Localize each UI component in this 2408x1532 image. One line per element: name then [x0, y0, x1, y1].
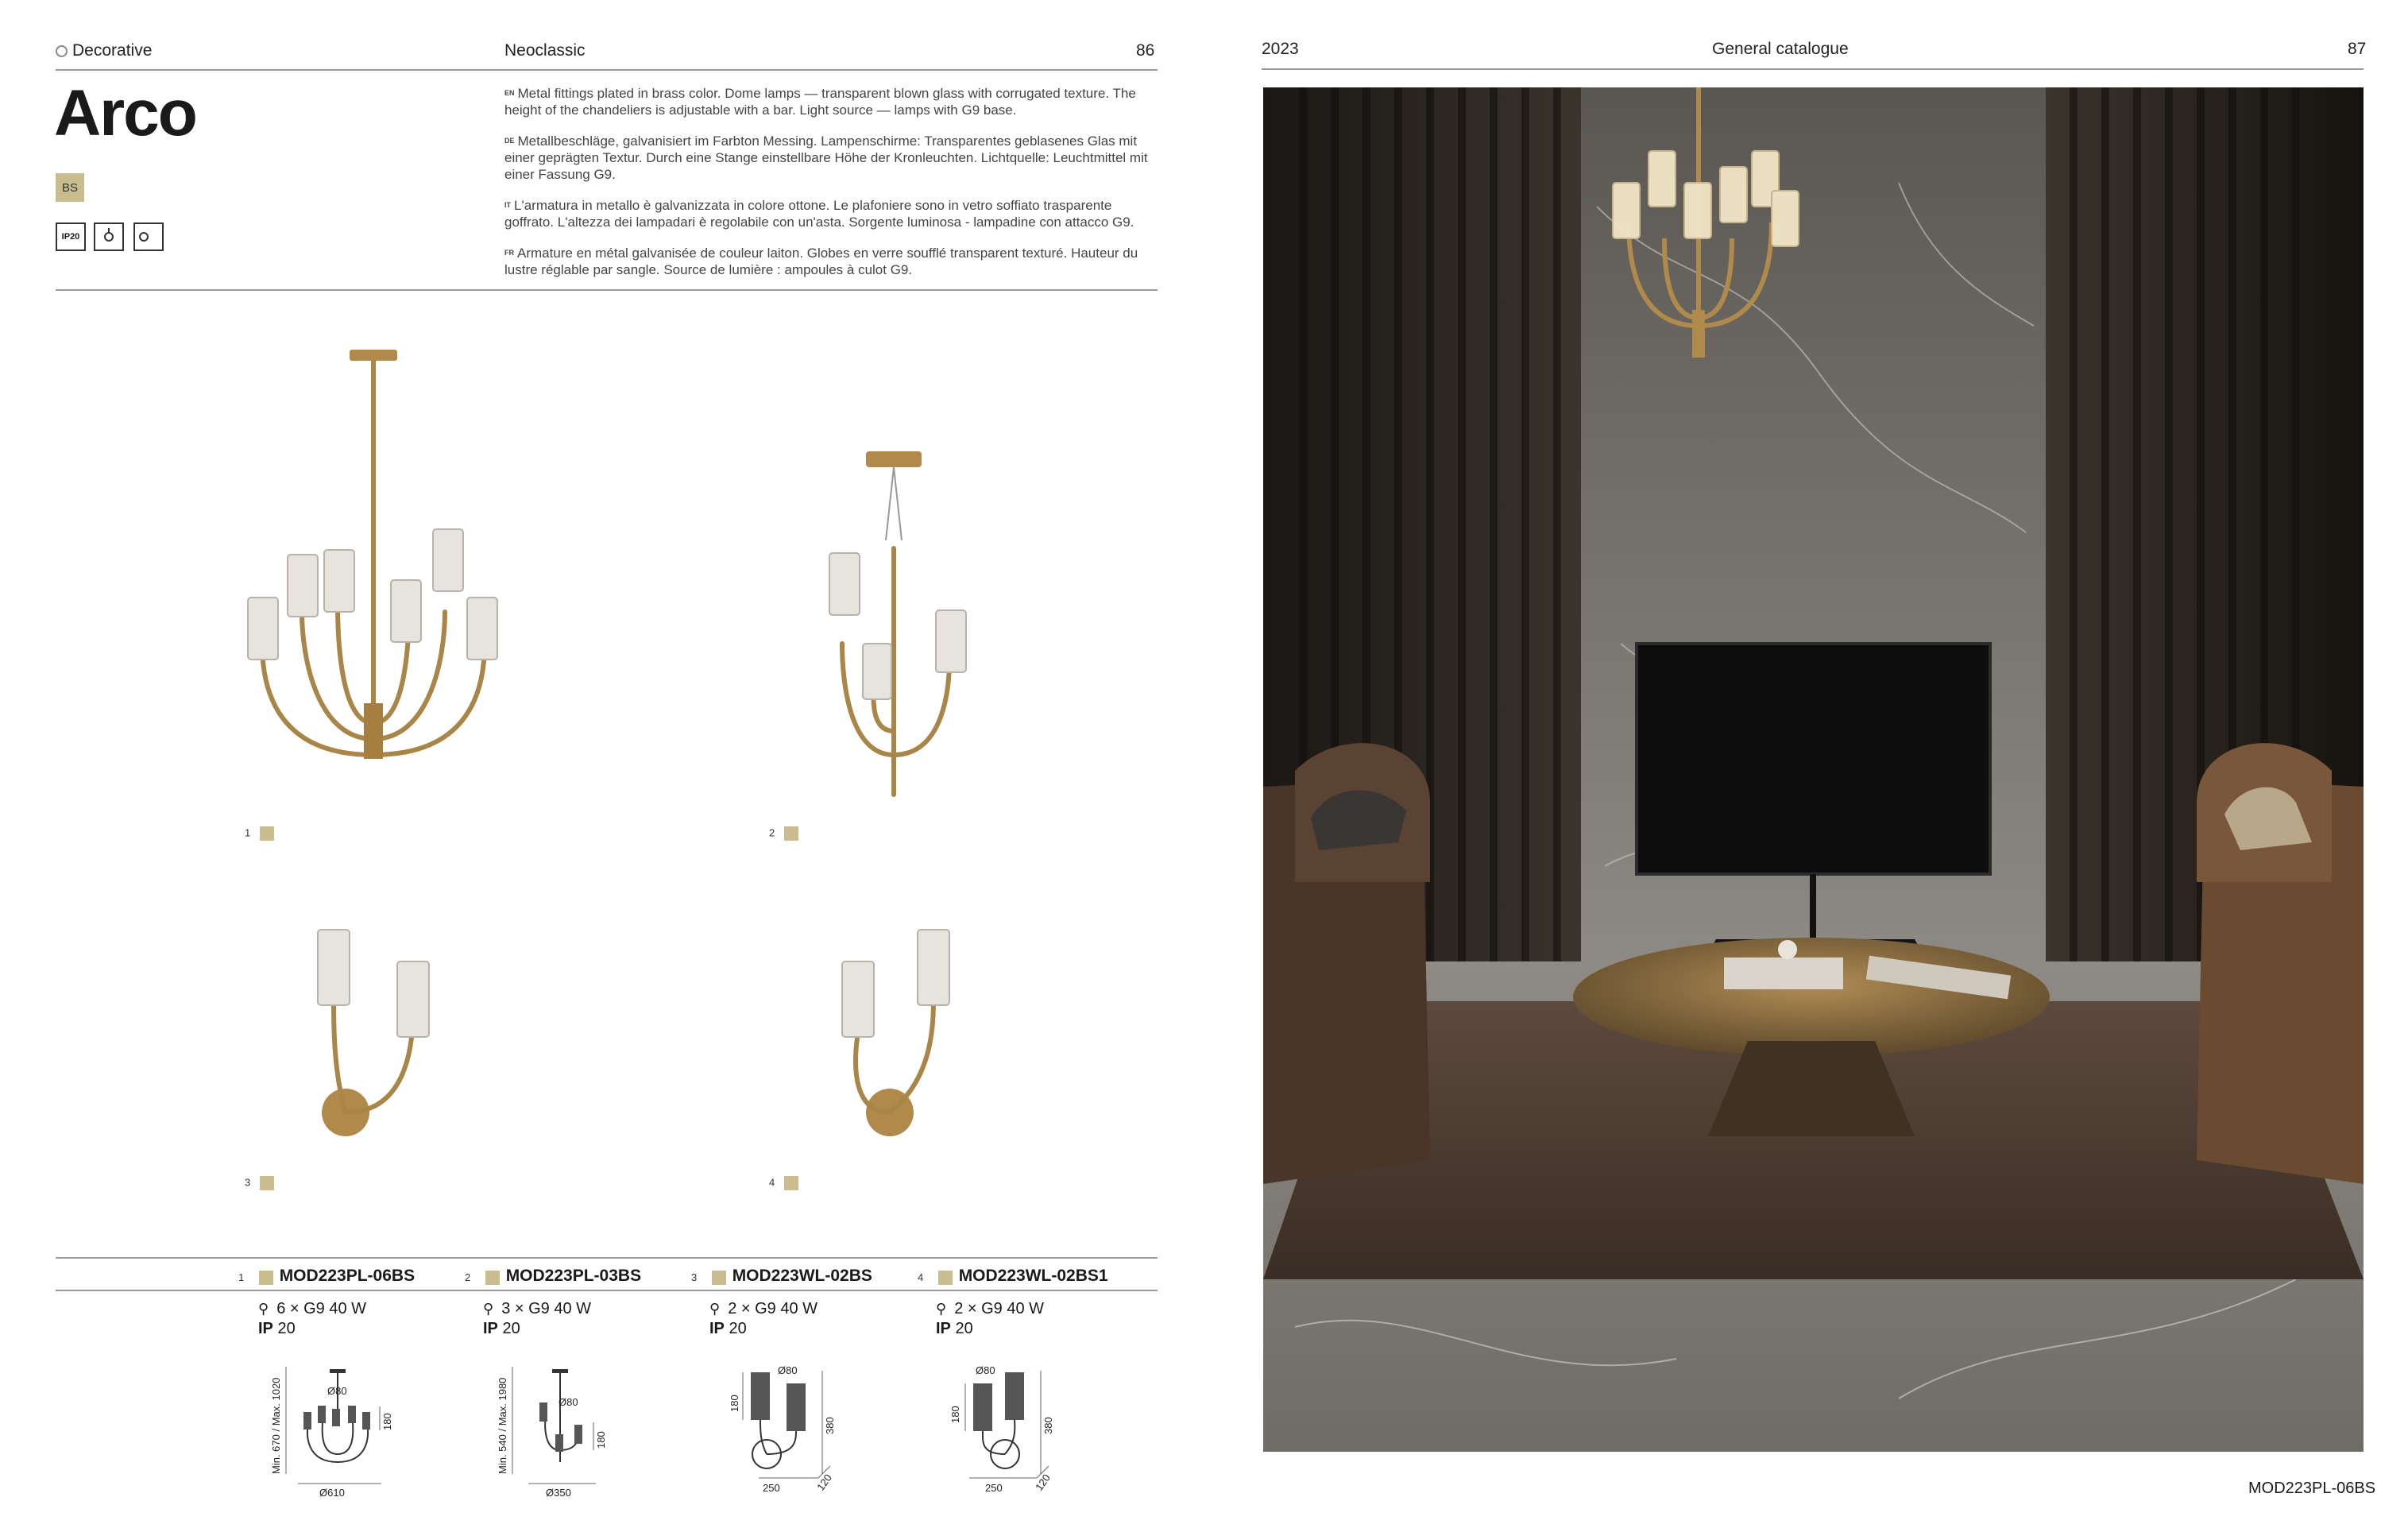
dimension-drawing-4	[937, 1363, 1080, 1498]
dimension-drawing-3	[711, 1363, 854, 1498]
model-code: MOD223PL-06BS	[279, 1267, 416, 1285]
ip-value: 20	[277, 1320, 296, 1337]
description-rule	[56, 289, 1158, 291]
finish-badge: BS	[56, 173, 84, 202]
product-label-3	[245, 1176, 274, 1190]
color-swatch	[712, 1271, 726, 1285]
ip-value: 20	[729, 1320, 747, 1337]
ceiling-mount-icon	[94, 222, 124, 251]
catalogue-label: General catalogue	[1712, 40, 1849, 58]
page-title: Arco	[54, 77, 196, 149]
product-image-chandelier-6	[230, 342, 524, 803]
color-swatch	[784, 826, 798, 841]
lang-code: IT	[504, 201, 511, 209]
spec-number: 4	[918, 1271, 924, 1283]
lamp-spec: 3 × G9 40 W	[501, 1300, 592, 1317]
ip-badge: IP20	[56, 222, 86, 251]
color-swatch	[260, 826, 274, 841]
spec-column-1	[238, 1267, 415, 1286]
dim-shade: 180	[729, 1395, 740, 1412]
spec-number: 3	[691, 1271, 698, 1283]
product-image-wall-light-2	[826, 914, 969, 1152]
spec-table-mid-rule	[56, 1290, 1158, 1291]
ip-label: IP	[258, 1320, 273, 1337]
dim-canopy: Ø80	[327, 1385, 347, 1397]
interior-photo	[1263, 87, 2364, 1452]
description-en	[504, 85, 1158, 118]
model-code: MOD223PL-03BS	[505, 1267, 642, 1285]
dim-shade: 180	[381, 1413, 393, 1430]
spec-column-2	[465, 1267, 641, 1286]
dim-width: 250	[763, 1482, 780, 1494]
dim-diameter: Ø80	[778, 1364, 798, 1376]
product-label-number: 2	[769, 826, 775, 839]
dimension-drawing-1	[262, 1363, 397, 1498]
product-label-number: 3	[245, 1176, 251, 1189]
dim-shade: 180	[949, 1406, 961, 1423]
product-image-wall-light-1	[302, 914, 445, 1152]
living-room-illustration	[1263, 87, 2364, 1452]
dim-width: Ø350	[546, 1487, 571, 1498]
product-image-chandelier-3	[818, 445, 993, 803]
wall-mount-icon	[133, 222, 164, 251]
color-swatch	[485, 1271, 500, 1285]
lang-code: DE	[504, 137, 515, 145]
description-text: Metal fittings plated in brass color. Dome lamps — transparent blown glass with corrugated texture. The height of the chandeliers is adjustable with a bar. Light source — lamps with G9 base.	[504, 86, 1136, 118]
spec-details-2	[483, 1299, 591, 1339]
style-label: Neoclassic	[504, 41, 586, 60]
spec-number: 2	[465, 1271, 471, 1283]
lang-code: EN	[504, 89, 515, 97]
dim-height: Min. 670 / Max. 1020	[270, 1377, 282, 1474]
spec-table-top-rule	[56, 1257, 1158, 1259]
spec-column-3	[691, 1267, 872, 1286]
lamp-spec: 6 × G9 40 W	[276, 1300, 367, 1317]
dim-width: 250	[985, 1482, 1003, 1494]
product-label-2	[769, 826, 798, 841]
description-text: Metallbeschläge, galvanisiert im Farbton Messing. Lampenschirme: Transparentes geblasenes Glas mit einer geprägten Textur. Durch eine Stange einstellbare Höhe der Kronleuchten. Lichtquelle: Leuchtmittel mit einer Fassung G9.	[504, 133, 1148, 182]
page-number-left: 86	[1136, 41, 1155, 60]
bulb-icon: ⚲	[709, 1301, 721, 1317]
ip-label: IP	[483, 1320, 498, 1337]
description-it	[504, 197, 1158, 230]
color-swatch	[259, 1271, 273, 1285]
dim-shade: 180	[595, 1431, 607, 1449]
header-rule-left	[56, 69, 1158, 71]
lang-code: FR	[504, 249, 514, 257]
page-number-right: 87	[2348, 40, 2367, 58]
bulb-icon: ⚲	[258, 1301, 269, 1317]
lamp-spec: 2 × G9 40 W	[728, 1300, 818, 1317]
lamp-spec: 2 × G9 40 W	[954, 1300, 1045, 1317]
bulb-icon: ⚲	[483, 1301, 494, 1317]
ip-value: 20	[955, 1320, 973, 1337]
dimension-drawing-2	[489, 1363, 624, 1498]
photo-caption: MOD223PL-06BS	[2248, 1480, 2376, 1497]
dim-depth: 120	[1033, 1472, 1053, 1493]
dim-canopy: Ø80	[559, 1396, 578, 1408]
description-fr	[504, 245, 1158, 278]
spec-number: 1	[238, 1271, 245, 1283]
description-de	[504, 133, 1158, 183]
product-label-1	[245, 826, 274, 841]
model-code: MOD223WL-02BS1	[958, 1267, 1108, 1285]
header-rule-right	[1262, 68, 2364, 70]
dim-height: 380	[1042, 1417, 1054, 1434]
ip-value: 20	[502, 1320, 520, 1337]
spec-column-4	[918, 1267, 1108, 1286]
dim-height: Min. 540 / Max. 1980	[497, 1377, 508, 1474]
spec-details-4	[936, 1299, 1044, 1339]
spec-details-1	[258, 1299, 366, 1339]
color-swatch	[260, 1176, 274, 1190]
color-swatch	[784, 1176, 798, 1190]
color-swatch	[938, 1271, 953, 1285]
dim-width: Ø610	[319, 1487, 345, 1498]
ip-label: IP	[709, 1320, 725, 1337]
circle-icon	[56, 45, 68, 57]
category-text: Decorative	[72, 41, 153, 60]
spec-details-3	[709, 1299, 817, 1339]
category-label	[56, 41, 152, 60]
product-label-number: 1	[245, 826, 251, 839]
description-block	[504, 85, 1158, 292]
year-label: 2023	[1262, 40, 1299, 58]
product-label-number: 4	[769, 1176, 775, 1189]
description-text: L'armatura in metallo è galvanizzata in colore ottone. Le plafoniere sono in vetro soffiato trasparente goffrato. L'altezza dei lampadari è regolabile con un'asta. Sorgente luminosa - lampadine con attacco G9.	[504, 198, 1134, 230]
description-text: Armature en métal galvanisée de couleur laiton. Globes en verre soufflé transparent texturé. Hauteur du lustre réglable par sangle. Source de lumière : ampoules à culot G9.	[504, 246, 1138, 277]
dim-diameter: Ø80	[976, 1364, 995, 1376]
product-label-4	[769, 1176, 798, 1190]
dim-height: 380	[824, 1417, 836, 1434]
dim-depth: 120	[814, 1472, 834, 1493]
ip-label: IP	[936, 1320, 951, 1337]
model-code: MOD223WL-02BS	[732, 1267, 872, 1285]
bulb-icon: ⚲	[936, 1301, 947, 1317]
